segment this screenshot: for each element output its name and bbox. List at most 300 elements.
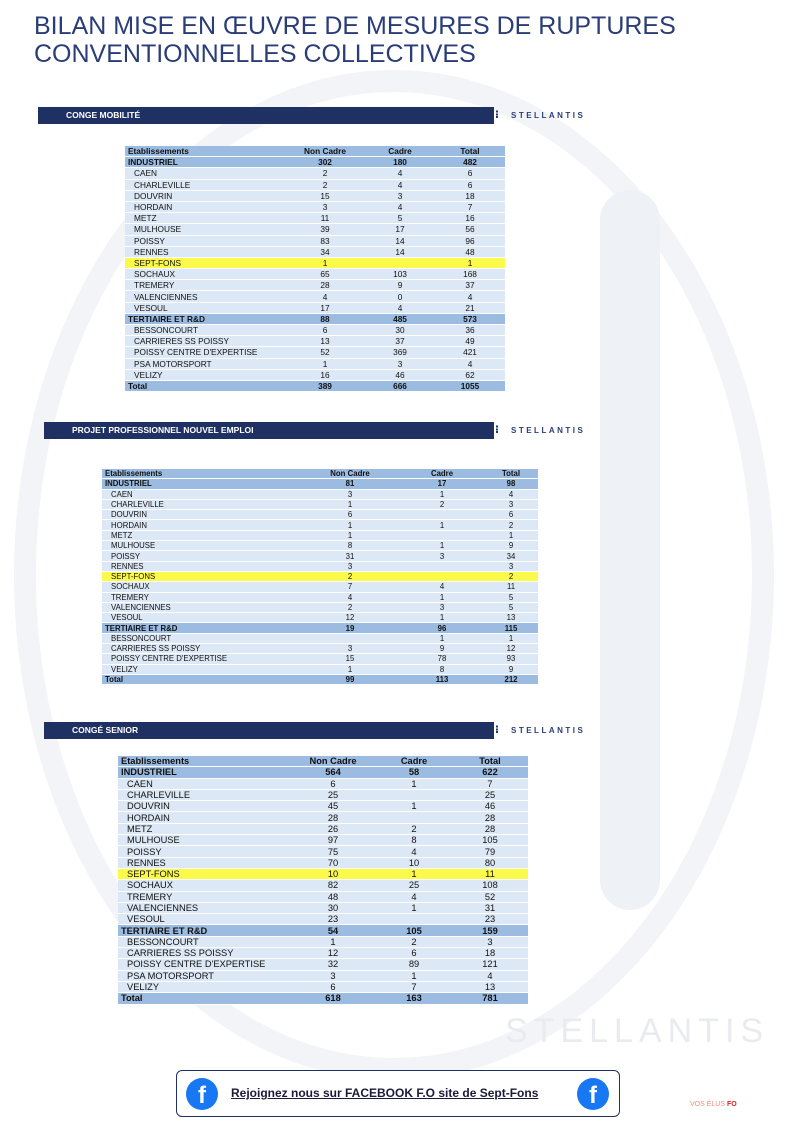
value-cell: 25 <box>376 880 452 891</box>
value-cell: 80 <box>452 857 528 868</box>
column-header: Total <box>452 756 528 767</box>
establishment-cell: HORDAIN <box>118 812 290 823</box>
table-row <box>102 489 538 499</box>
table-row <box>102 613 538 623</box>
group-row <box>125 157 505 168</box>
value-cell: 82 <box>290 880 376 891</box>
footer-note <box>690 1101 737 1108</box>
value-cell: 37 <box>435 280 505 291</box>
value-cell: 98 <box>484 479 538 489</box>
value-cell: 52 <box>285 347 365 358</box>
establishment-cell: RENNES <box>102 561 300 571</box>
table-row <box>118 823 528 834</box>
value-cell: 28 <box>452 812 528 823</box>
value-cell: 180 <box>365 157 435 168</box>
establishment-cell: SEPT-FONS <box>125 257 285 268</box>
section-band-projet-professionnel <box>44 422 499 439</box>
value-cell: 666 <box>365 380 435 391</box>
value-cell: 25 <box>290 789 376 800</box>
value-cell: 3 <box>400 551 484 561</box>
table-row <box>118 914 528 925</box>
value-cell <box>376 789 452 800</box>
value-cell: 3 <box>365 358 435 369</box>
value-cell: 88 <box>285 313 365 324</box>
value-cell: 103 <box>365 269 435 280</box>
establishment-cell: DOUVRIN <box>125 190 285 201</box>
value-cell: 12 <box>300 613 400 623</box>
value-cell: 1 <box>376 970 452 981</box>
establishment-cell: SEPT-FONS <box>118 868 290 879</box>
table-row <box>102 561 538 571</box>
value-cell: 1 <box>285 358 365 369</box>
table-row <box>102 654 538 664</box>
table-conge-mobilite <box>125 146 505 392</box>
value-cell: 28 <box>285 280 365 291</box>
column-header: Cadre <box>376 756 452 767</box>
value-cell: 108 <box>452 880 528 891</box>
table-row <box>102 551 538 561</box>
table-row <box>102 530 538 540</box>
value-cell: 105 <box>376 925 452 936</box>
value-cell: 36 <box>435 325 505 336</box>
value-cell: 1 <box>300 499 400 509</box>
value-cell: 2 <box>484 520 538 530</box>
establishment-cell: CAEN <box>102 489 300 499</box>
column-header: Etablissements <box>118 756 290 767</box>
table-header-row <box>125 146 505 157</box>
value-cell <box>400 561 484 571</box>
value-cell: 49 <box>435 336 505 347</box>
value-cell: 89 <box>376 959 452 970</box>
table-row <box>102 664 538 674</box>
establishment-cell: CARRIERES SS POISSY <box>118 948 290 959</box>
value-cell: 2 <box>300 571 400 581</box>
establishment-cell: INDUSTRIEL <box>125 157 285 168</box>
value-cell: 4 <box>452 970 528 981</box>
value-cell: 8 <box>300 541 400 551</box>
value-cell: 2 <box>484 571 538 581</box>
page-title <box>34 12 676 68</box>
value-cell: 4 <box>365 201 435 212</box>
value-cell: 1 <box>400 541 484 551</box>
establishment-cell: TREMERY <box>125 280 285 291</box>
table-row <box>125 336 505 347</box>
value-cell: 3 <box>300 489 400 499</box>
value-cell: 96 <box>400 623 484 633</box>
value-cell: 573 <box>435 313 505 324</box>
establishment-cell: MULHOUSE <box>118 835 290 846</box>
value-cell: 30 <box>290 902 376 913</box>
value-cell <box>376 812 452 823</box>
table-row <box>118 812 528 823</box>
section-band-conge-senior <box>44 722 499 739</box>
value-cell: 2 <box>285 168 365 179</box>
value-cell: 93 <box>484 654 538 664</box>
establishment-cell: VESOUL <box>125 302 285 313</box>
footer-note-fo: FO <box>726 1101 737 1108</box>
value-cell: 1055 <box>435 380 505 391</box>
value-cell: 17 <box>365 224 435 235</box>
establishment-cell: DOUVRIN <box>102 510 300 520</box>
facebook-icon[interactable]: f <box>577 1078 609 1110</box>
establishment-cell: INDUSTRIEL <box>118 767 290 778</box>
value-cell: 1 <box>376 868 452 879</box>
value-cell: 37 <box>365 336 435 347</box>
value-cell: 54 <box>290 925 376 936</box>
establishment-cell: INDUSTRIEL <box>102 479 300 489</box>
stellantis-logo: STELLANTIS <box>511 111 586 120</box>
establishment-cell: VESOUL <box>118 914 290 925</box>
total-row <box>118 993 528 1004</box>
chevron-icon: ⁝ <box>494 109 499 121</box>
table-row <box>118 778 528 789</box>
value-cell: 9 <box>365 280 435 291</box>
establishment-cell: POISSY <box>102 551 300 561</box>
stellantis-logo: STELLANTIS <box>511 426 586 435</box>
value-cell: 14 <box>365 246 435 257</box>
total-row <box>125 380 505 391</box>
value-cell: 18 <box>435 190 505 201</box>
value-cell: 121 <box>452 959 528 970</box>
establishment-cell: CARRIERES SS POISSY <box>102 644 300 654</box>
value-cell: 622 <box>452 767 528 778</box>
value-cell: 97 <box>290 835 376 846</box>
establishment-cell: CHARLEVILLE <box>118 789 290 800</box>
establishment-cell: Total <box>102 674 300 684</box>
value-cell: 26 <box>290 823 376 834</box>
value-cell: 30 <box>365 325 435 336</box>
value-cell: 65 <box>285 269 365 280</box>
value-cell: 6 <box>290 981 376 992</box>
column-header: Etablissements <box>125 146 285 157</box>
column-header: Total <box>484 469 538 479</box>
table-row <box>125 190 505 201</box>
value-cell: 618 <box>290 993 376 1004</box>
value-cell: 6 <box>435 168 505 179</box>
value-cell: 2 <box>285 179 365 190</box>
value-cell: 15 <box>285 190 365 201</box>
value-cell: 3 <box>484 561 538 571</box>
table-row <box>118 880 528 891</box>
facebook-link[interactable]: Rejoignez nous sur FACEBOOK F.O site de Sept-Fons <box>231 1086 539 1100</box>
value-cell: 1 <box>484 530 538 540</box>
table-conge-senior <box>118 756 528 1005</box>
table-row <box>125 224 505 235</box>
value-cell: 31 <box>452 902 528 913</box>
value-cell: 113 <box>400 674 484 684</box>
table-row <box>118 868 528 879</box>
establishment-cell: TREMERY <box>102 592 300 602</box>
table-header-row <box>118 756 528 767</box>
table-row <box>125 201 505 212</box>
value-cell: 7 <box>452 778 528 789</box>
table-row <box>125 246 505 257</box>
value-cell: 9 <box>484 541 538 551</box>
table-row <box>125 325 505 336</box>
table-row <box>125 302 505 313</box>
establishment-cell: CHARLEVILLE <box>102 499 300 509</box>
value-cell: 10 <box>290 868 376 879</box>
value-cell <box>365 257 435 268</box>
column-header: Non Cadre <box>285 146 365 157</box>
value-cell: 2 <box>400 499 484 509</box>
establishment-cell: METZ <box>125 213 285 224</box>
column-header: Total <box>435 146 505 157</box>
value-cell: 13 <box>484 613 538 623</box>
value-cell <box>376 914 452 925</box>
value-cell: 8 <box>376 835 452 846</box>
table-row <box>118 948 528 959</box>
value-cell: 1 <box>400 520 484 530</box>
value-cell: 105 <box>452 835 528 846</box>
establishment-cell: BESSONCOURT <box>125 325 285 336</box>
establishment-cell: MULHOUSE <box>102 541 300 551</box>
establishment-cell: TERTIAIRE ET R&D <box>125 313 285 324</box>
value-cell: 8 <box>400 664 484 674</box>
value-cell: 99 <box>300 674 400 684</box>
value-cell: 5 <box>484 602 538 612</box>
watermark-band <box>600 190 660 910</box>
page-title-line-1: BILAN MISE EN ŒUVRE DE MESURES DE RUPTURES <box>34 12 676 40</box>
table-row <box>125 358 505 369</box>
column-header: Non Cadre <box>300 469 400 479</box>
value-cell: 1 <box>400 592 484 602</box>
value-cell: 168 <box>435 269 505 280</box>
table-row <box>118 789 528 800</box>
table-header-row <box>102 469 538 479</box>
facebook-icon[interactable]: f <box>186 1078 218 1110</box>
establishment-cell: HORDAIN <box>102 520 300 530</box>
value-cell: 17 <box>285 302 365 313</box>
value-cell: 34 <box>285 246 365 257</box>
value-cell: 39 <box>285 224 365 235</box>
value-cell: 4 <box>376 846 452 857</box>
value-cell: 781 <box>452 993 528 1004</box>
stellantis-logo: STELLANTIS <box>511 726 586 735</box>
table-row <box>125 257 505 268</box>
value-cell: 75 <box>290 846 376 857</box>
establishment-cell: VALENCIENNES <box>125 291 285 302</box>
value-cell: 14 <box>365 235 435 246</box>
value-cell: 83 <box>285 235 365 246</box>
value-cell: 485 <box>365 313 435 324</box>
value-cell: 13 <box>452 981 528 992</box>
value-cell: 2 <box>300 602 400 612</box>
value-cell: 0 <box>365 291 435 302</box>
table-row <box>125 235 505 246</box>
value-cell: 9 <box>484 664 538 674</box>
establishment-cell: TERTIAIRE ET R&D <box>102 623 300 633</box>
establishment-cell: DOUVRIN <box>118 801 290 812</box>
value-cell: 159 <box>452 925 528 936</box>
value-cell: 302 <box>285 157 365 168</box>
total-row <box>102 674 538 684</box>
value-cell: 78 <box>400 654 484 664</box>
establishment-cell: RENNES <box>118 857 290 868</box>
column-header: Cadre <box>365 146 435 157</box>
value-cell: 6 <box>300 510 400 520</box>
establishment-cell: VESOUL <box>102 613 300 623</box>
value-cell: 13 <box>285 336 365 347</box>
value-cell: 4 <box>300 592 400 602</box>
value-cell: 17 <box>400 479 484 489</box>
value-cell: 4 <box>365 179 435 190</box>
table-row <box>102 592 538 602</box>
value-cell: 3 <box>484 499 538 509</box>
value-cell <box>300 633 400 643</box>
value-cell: 3 <box>300 644 400 654</box>
footer-note-prefix: VOS ÉLUS <box>690 1101 727 1108</box>
page-title-line-2: CONVENTIONNELLES COLLECTIVES <box>34 40 476 68</box>
establishment-cell: POISSY CENTRE D'EXPERTISE <box>125 347 285 358</box>
value-cell: 28 <box>452 823 528 834</box>
value-cell: 12 <box>290 948 376 959</box>
table-row <box>125 369 505 380</box>
establishment-cell: VALENCIENNES <box>118 902 290 913</box>
value-cell: 3 <box>452 936 528 947</box>
value-cell: 11 <box>484 582 538 592</box>
value-cell: 70 <box>290 857 376 868</box>
value-cell: 3 <box>290 970 376 981</box>
value-cell: 4 <box>400 582 484 592</box>
establishment-cell: SOCHAUX <box>118 880 290 891</box>
establishment-cell: VELIZY <box>118 981 290 992</box>
value-cell: 212 <box>484 674 538 684</box>
chevron-icon: ⁝ <box>494 424 499 436</box>
value-cell: 7 <box>376 981 452 992</box>
column-header: Cadre <box>400 469 484 479</box>
value-cell: 15 <box>300 654 400 664</box>
value-cell: 46 <box>365 369 435 380</box>
establishment-cell: VELIZY <box>102 664 300 674</box>
establishment-cell: VELIZY <box>125 369 285 380</box>
facebook-banner[interactable] <box>176 1070 620 1117</box>
group-row <box>118 925 528 936</box>
establishment-cell: POISSY <box>125 235 285 246</box>
table-row <box>118 959 528 970</box>
value-cell: 7 <box>300 582 400 592</box>
establishment-cell: CAEN <box>118 778 290 789</box>
value-cell: 389 <box>285 380 365 391</box>
table-row <box>125 291 505 302</box>
value-cell: 45 <box>290 801 376 812</box>
table-row <box>102 602 538 612</box>
value-cell: 4 <box>285 291 365 302</box>
value-cell: 421 <box>435 347 505 358</box>
value-cell: 79 <box>452 846 528 857</box>
establishment-cell: PSA MOTORSPORT <box>118 970 290 981</box>
value-cell: 23 <box>290 914 376 925</box>
value-cell: 96 <box>435 235 505 246</box>
table-row <box>118 981 528 992</box>
value-cell: 19 <box>300 623 400 633</box>
group-row <box>125 313 505 324</box>
value-cell: 5 <box>365 213 435 224</box>
value-cell: 56 <box>435 224 505 235</box>
table-row <box>118 970 528 981</box>
value-cell: 31 <box>300 551 400 561</box>
table-row <box>125 347 505 358</box>
value-cell: 3 <box>400 602 484 612</box>
table-row <box>125 179 505 190</box>
value-cell: 6 <box>376 948 452 959</box>
table-row <box>102 541 538 551</box>
establishment-cell: Total <box>125 380 285 391</box>
value-cell: 6 <box>435 179 505 190</box>
establishment-cell: CHARLEVILLE <box>125 179 285 190</box>
value-cell: 4 <box>365 168 435 179</box>
value-cell: 11 <box>452 868 528 879</box>
value-cell: 48 <box>290 891 376 902</box>
value-cell: 1 <box>484 633 538 643</box>
value-cell: 1 <box>376 902 452 913</box>
value-cell: 1 <box>376 801 452 812</box>
value-cell: 9 <box>400 644 484 654</box>
value-cell: 12 <box>484 644 538 654</box>
table-row <box>118 902 528 913</box>
chevron-icon: ⁝ <box>494 724 499 736</box>
value-cell: 564 <box>290 767 376 778</box>
value-cell: 52 <box>452 891 528 902</box>
establishment-cell: SOCHAUX <box>125 269 285 280</box>
group-row <box>102 479 538 489</box>
value-cell: 10 <box>376 857 452 868</box>
value-cell: 482 <box>435 157 505 168</box>
establishment-cell: BESSONCOURT <box>118 936 290 947</box>
value-cell: 4 <box>365 302 435 313</box>
value-cell <box>400 530 484 540</box>
column-header: Etablissements <box>102 469 300 479</box>
table-row <box>118 936 528 947</box>
table-row <box>125 168 505 179</box>
value-cell: 1 <box>285 257 365 268</box>
value-cell: 21 <box>435 302 505 313</box>
column-header: Non Cadre <box>290 756 376 767</box>
value-cell: 16 <box>435 213 505 224</box>
group-row <box>102 623 538 633</box>
establishment-cell: CARRIERES SS POISSY <box>125 336 285 347</box>
value-cell: 34 <box>484 551 538 561</box>
value-cell: 28 <box>290 812 376 823</box>
value-cell: 18 <box>452 948 528 959</box>
value-cell: 4 <box>484 489 538 499</box>
establishment-cell: VALENCIENNES <box>102 602 300 612</box>
establishment-cell: POISSY <box>118 846 290 857</box>
value-cell: 369 <box>365 347 435 358</box>
value-cell: 2 <box>376 936 452 947</box>
table-row <box>118 835 528 846</box>
table-row <box>118 801 528 812</box>
table-row <box>118 891 528 902</box>
value-cell: 3 <box>365 190 435 201</box>
table-row <box>125 280 505 291</box>
table-row <box>102 582 538 592</box>
establishment-cell: SEPT-FONS <box>102 571 300 581</box>
value-cell: 48 <box>435 246 505 257</box>
value-cell: 115 <box>484 623 538 633</box>
table-row <box>125 269 505 280</box>
value-cell: 1 <box>290 936 376 947</box>
value-cell: 1 <box>400 489 484 499</box>
establishment-cell: POISSY CENTRE D'EXPERTISE <box>118 959 290 970</box>
value-cell: 1 <box>376 778 452 789</box>
establishment-cell: RENNES <box>125 246 285 257</box>
section-title: CONGÉ SENIOR <box>72 725 139 735</box>
section-title: PROJET PROFESSIONNEL NOUVEL EMPLOI <box>72 425 254 435</box>
value-cell: 1 <box>300 530 400 540</box>
establishment-cell: POISSY CENTRE D'EXPERTISE <box>102 654 300 664</box>
establishment-cell: MULHOUSE <box>125 224 285 235</box>
